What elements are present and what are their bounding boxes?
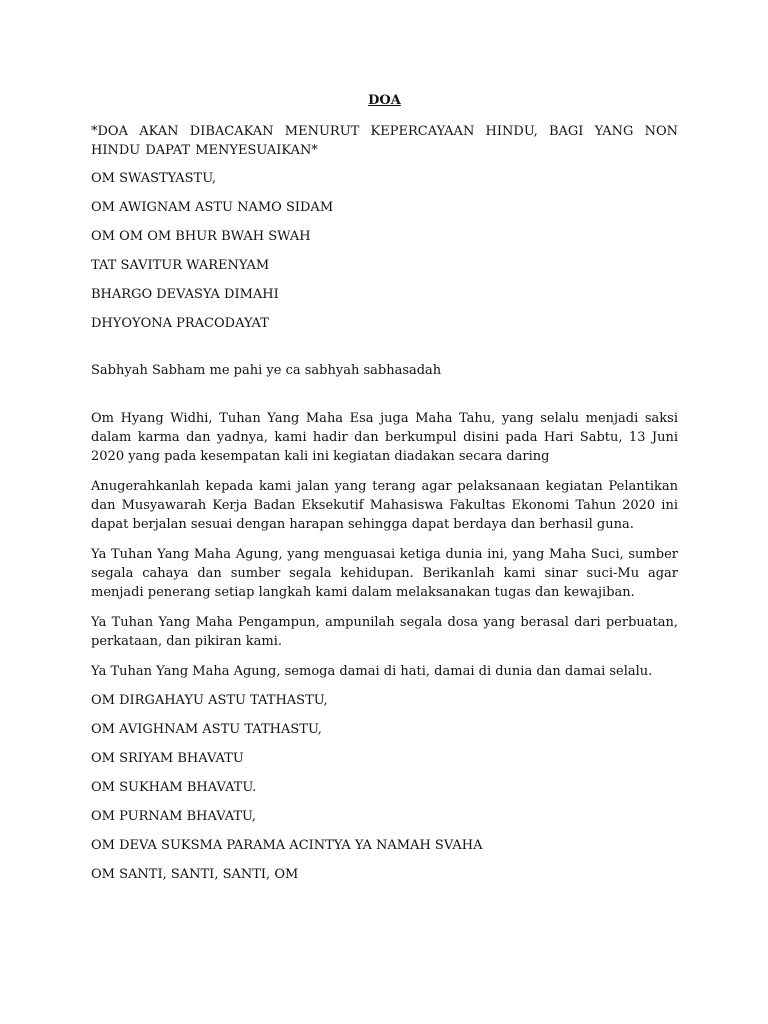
document-page (91, 92, 678, 895)
opening-mantra-line: DHYOYONA PRACODAYAT (91, 316, 269, 331)
closing-mantra-line: OM SUKHAM BHAVATU. (91, 780, 257, 795)
opening-mantra-line: OM SWASTYASTU, (91, 171, 217, 186)
document-title: DOA (368, 93, 401, 108)
document-note: *DOA AKAN DIBACAKAN MENURUT KEPERCAYAAN HINDU, BAGI YANG NON HINDU DAPAT MENYESUAIKAN* (91, 124, 678, 158)
blank-line (91, 344, 678, 362)
closing-mantra-line: OM DIRGAHAYU ASTU TATHASTU, (91, 693, 328, 708)
opening-mantra-line: TAT SAVITUR WARENYAM (91, 258, 270, 273)
prayer-paragraph: Ya Tuhan Yang Maha Pengampun, ampunilah segala dosa yang berasal dari perbuatan, perkataan, dan pikiran kami. (91, 615, 678, 649)
prayer-paragraphs (91, 409, 678, 681)
closing-mantra-line: OM PURNAM BHAVATU, (91, 809, 256, 824)
prayer-paragraph: Ya Tuhan Yang Maha Agung, semoga damai di hati, damai di dunia dan damai selalu. (91, 664, 653, 679)
opening-mantra-line: OM OM OM BHUR BWAH SWAH (91, 229, 311, 244)
sabhyah-line: Sabhyah Sabham me pahi ye ca sabhyah sabhasadah (91, 363, 442, 378)
closing-mantra-line: OM DEVA SUKSMA PARAMA ACINTYA YA NAMAH SVAHA (91, 838, 483, 853)
opening-mantra-line: OM AWIGNAM ASTU NAMO SIDAM (91, 200, 334, 215)
prayer-paragraph: Ya Tuhan Yang Maha Agung, yang menguasai ketiga dunia ini, yang Maha Suci, sumber segala cahaya dan sumber segala kehidupan. Berikanlah kami sinar suci-Mu agar menjadi penerang setiap langkah kami dalam melaksanakan tugas dan kewajiban. (91, 547, 678, 600)
closing-mantra-line: OM SANTI, SANTI, SANTI, OM (91, 867, 299, 882)
prayer-paragraph: Om Hyang Widhi, Tuhan Yang Maha Esa juga Maha Tahu, yang selalu menjadi saksi dalam karma dan yadnya, kami hadir dan berkumpul disini pada Hari Sabtu, 13 Juni 2020 yang pada kesempatan kali ini kegiatan diadakan secara daring (91, 411, 678, 464)
closing-mantras (91, 692, 678, 884)
closing-mantra-line: OM SRIYAM BHAVATU (91, 751, 244, 766)
opening-mantras (91, 170, 678, 333)
prayer-paragraph: Anugerahkanlah kepada kami jalan yang terang agar pelaksanaan kegiatan Pelantikan dan Musyawarah Kerja Badan Eksekutif Mahasiswa Fakultas Ekonomi Tahun 2020 ini dapat berjalan sesuai dengan harapan sehingga dapat berdaya dan berhasil guna. (91, 479, 678, 532)
opening-mantra-line: BHARGO DEVASYA DIMAHI (91, 287, 279, 302)
blank-line (91, 391, 678, 409)
closing-mantra-line: OM AVIGHNAM ASTU TATHASTU, (91, 722, 322, 737)
